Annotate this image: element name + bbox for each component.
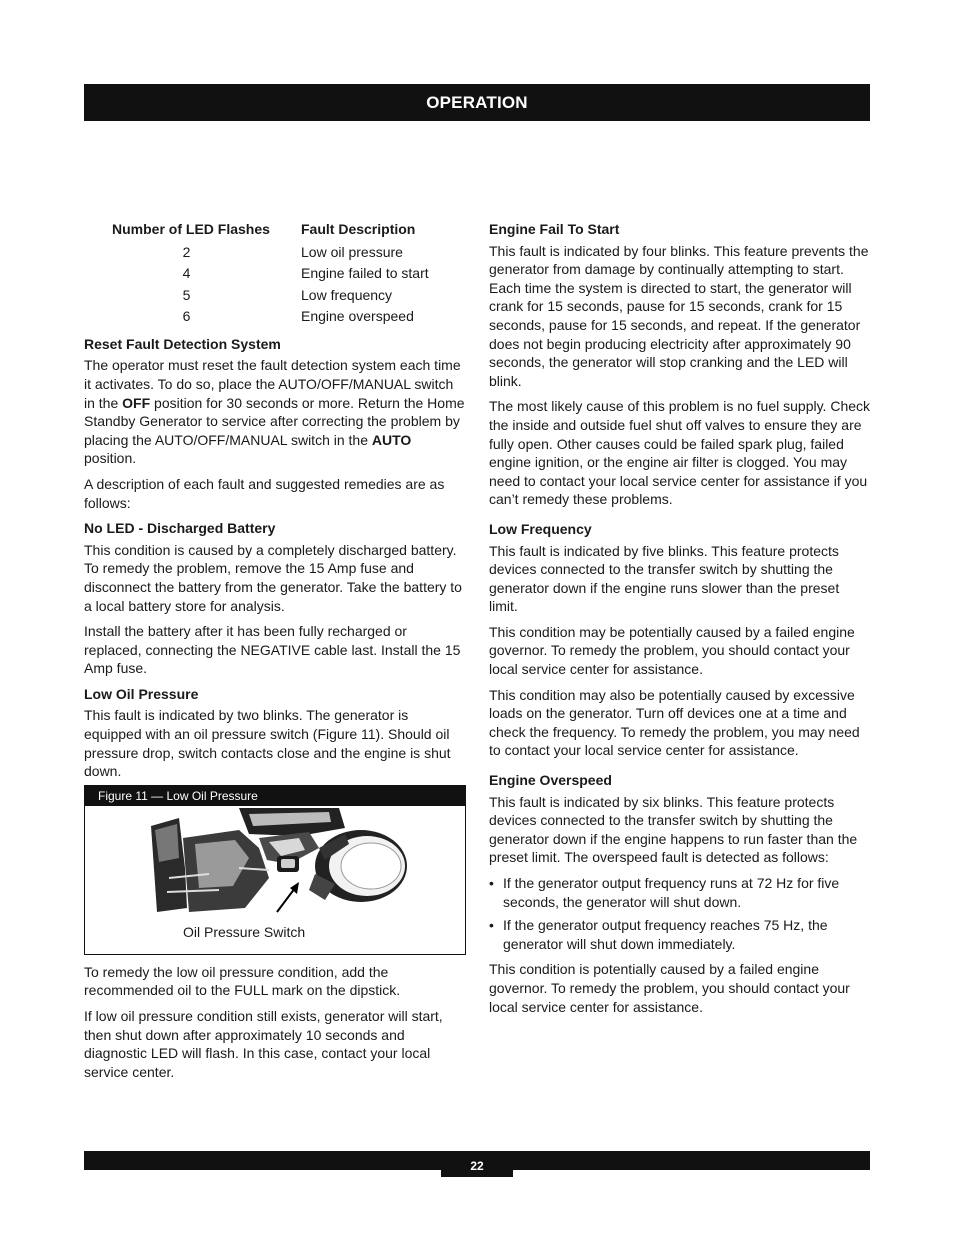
section-header xyxy=(84,84,870,121)
low-frequency-paragraph-2: This condition may be potentially caused by a failed engine governor. To remedy the problem, you should contact your local service center for assistance. xyxy=(489,623,855,678)
col-header-flashes: Number of LED Flashes xyxy=(112,221,270,237)
overspeed-paragraph-2: This condition is potentially caused by a failed engine governor. To remedy the problem, you should contact your local service center for assistance. xyxy=(489,961,850,1015)
right-column xyxy=(489,220,871,1023)
low-frequency-heading: Low Frequency xyxy=(489,520,592,537)
led-fault-table xyxy=(112,220,429,327)
table-row xyxy=(112,242,429,263)
fault-description: Engine overspeed xyxy=(301,307,414,324)
section-title: OPERATION xyxy=(426,93,528,112)
fault-description: Low frequency xyxy=(301,286,393,303)
table-row xyxy=(112,305,429,326)
low-frequency-paragraph-1: This fault is indicated by five blinks. This feature protects devices connected to the transfer switch by shutting the generator down if the engine runs slower than the preset limit. xyxy=(489,542,840,615)
fault-description: Low oil pressure xyxy=(301,243,403,260)
text-span: position for 30 seconds or more. Return the Home Standby Generator to service after correcting the problem by placing the AUTO/OFF/MANUAL switch in the xyxy=(84,394,465,448)
left-column xyxy=(84,220,466,1088)
page-number: 22 xyxy=(441,1151,513,1177)
fail-start-heading: Engine Fail To Start xyxy=(489,221,620,237)
low-frequency-paragraph-3: This condition may also be potentially caused by excessive loads on the generator. Turn off devices one at a time and check the frequency. To remedy the problem, you may need to contact your local service center for assistance. xyxy=(489,686,860,759)
text-span: position. xyxy=(84,450,137,467)
flash-count: 6 xyxy=(182,307,191,324)
fail-start-paragraph-2: The most likely cause of this problem is no fuel supply. Check the inside and outside fuel shut off valves to ensure they are fully open. Other causes could be failed spark plug, failed engine ignition, or the engine air filter is clogged. You may need to contact your local service center for assistance if you can’t remedy these problems. xyxy=(489,398,871,508)
low-oil-paragraph-1: This fault is indicated by two blinks. The generator is equipped with an oil pressure switch (Figure 11). Should oil pressure drop, switch contacts close and the engine is shut down. xyxy=(84,707,451,780)
table-row xyxy=(112,284,429,305)
overspeed-paragraph-1: This fault is indicated by six blinks. This feature protects devices connected to the transfer switch by shutting the generator down if the engine happens to run faster than the preset limit. The overspeed fault is detected as follows: xyxy=(489,793,858,866)
no-led-paragraph-2: Install the battery after it has been fully recharged or replaced, connecting the NEGATIVE cable last. Install the 15 Amp fuse. xyxy=(84,623,461,677)
flash-count: 4 xyxy=(182,265,191,282)
no-led-paragraph-1: This condition is caused by a completely discharged battery. To remedy the problem, remove the 15 Amp fuse and disconnect the battery from the generator. Take the battery to a local battery store for analysis. xyxy=(84,541,462,614)
list-item: • If the generator output frequency reaches 75 Hz, the generator will shut down immediately. xyxy=(489,916,871,953)
col-header-description: Fault Description xyxy=(301,221,416,237)
figure-caption: Figure 11 — Low Oil Pressure xyxy=(85,786,465,806)
low-oil-paragraph-2: To remedy the low oil pressure condition, add the recommended oil to the FULL mark on the dipstick. xyxy=(84,963,401,999)
overspeed-heading: Engine Overspeed xyxy=(489,772,612,789)
no-led-heading: No LED - Discharged Battery xyxy=(84,520,276,537)
low-oil-paragraph-3: If low oil pressure condition still exists, generator will start, then shut down after approximately 10 seconds and diagnostic LED will flash. In this case, contact your local service center. xyxy=(84,1008,443,1080)
auto-keyword: AUTO xyxy=(371,431,412,448)
flash-count: 5 xyxy=(182,286,191,303)
table-header-row xyxy=(112,220,429,242)
off-keyword: OFF xyxy=(122,394,151,411)
low-oil-heading: Low Oil Pressure xyxy=(84,685,199,702)
reset-paragraph-2: A description of each fault and suggested remedies are as follows: xyxy=(84,475,445,511)
reset-heading: Reset Fault Detection System xyxy=(84,335,281,352)
table-row xyxy=(112,263,429,284)
fault-description: Engine failed to start xyxy=(301,265,429,282)
oil-pressure-illustration xyxy=(149,808,409,920)
oil-pressure-switch-label: Oil Pressure Switch xyxy=(183,923,306,940)
overspeed-bullet-list xyxy=(489,874,871,953)
list-item: • If the generator output frequency runs at 72 Hz for five seconds, the generator will shut down. xyxy=(489,874,871,911)
fail-start-paragraph-1: This fault is indicated by four blinks. This feature prevents the generator from damage by continually attempting to start. Each time the system is directed to start, the generator will crank for 15 seconds, pause for 15 seconds, crank for 15 seconds, pause for 15 seconds, and repeat. If the generator does not begin producing electricity after approximately 90 seconds, the generator will stop cranking and the LED will blink. xyxy=(489,242,869,389)
reset-paragraph xyxy=(84,356,466,468)
text-span: The operator must reset the fault detection system each time it activates. To do so, place the AUTO/OFF/MANUAL switch in the xyxy=(84,357,461,411)
flash-count: 2 xyxy=(182,243,191,260)
figure-11 xyxy=(84,785,466,955)
